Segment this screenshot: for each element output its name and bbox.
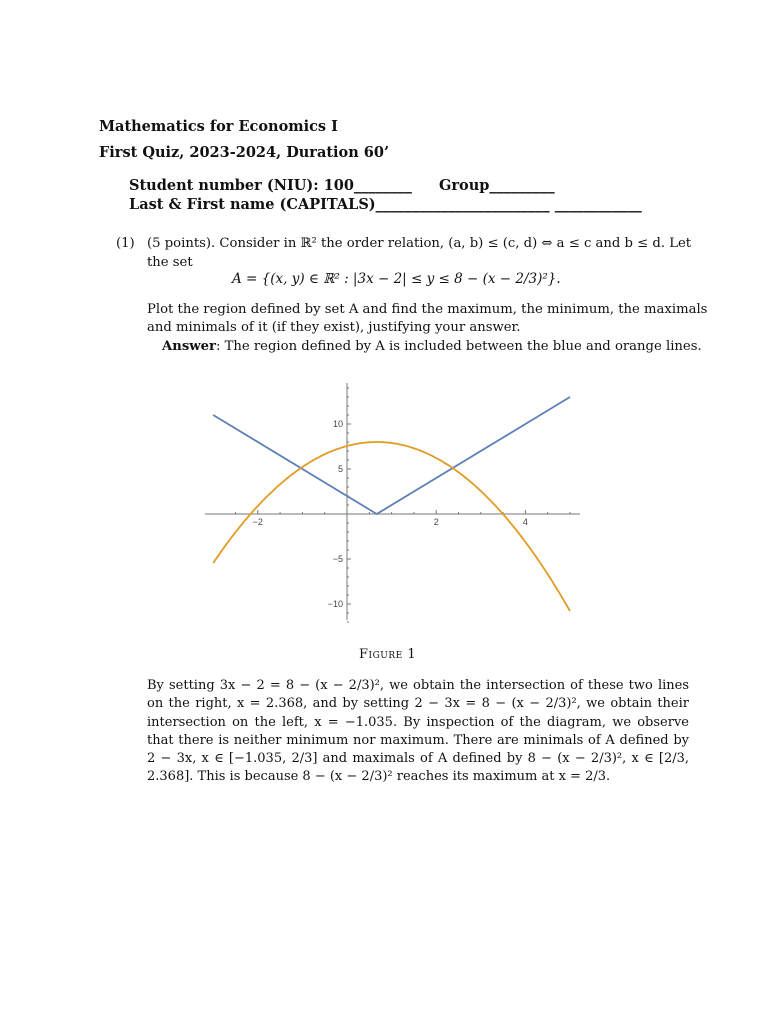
question-line-2: the set: [147, 255, 193, 270]
series-line-parabola: [213, 442, 570, 611]
question-line-1: (5 points). Consider in ℝ² the order relation, (a, b) ≤ (c, d) ⇔ a ≤ c and b ≤ d. Let: [147, 236, 692, 251]
x-tick-label: −2: [252, 517, 263, 527]
answer-label: Answer: [162, 339, 216, 354]
student-number-field: Student number (NIU): 100________: [129, 177, 412, 194]
figure-1-chart: [200, 375, 590, 625]
explanation-paragraph: By setting 3x − 2 = 8 − (x − 2/3)², we obtain the intersection of these two lines on the right, x = 2.368, and by setting 2 − 3x = 8 − (x − 2/3)², we obtain their intersection on the left, x = −1.035. By inspection of the diagram, we observe that there is neither minimum nor maximum. There are minimals of A defined by 2 − 3x, x ∈ [−1.035, 2/3] and maximals of A defined by 8 − (x − 2/3)², x ∈ [2/3, 2.368]. This is because 8 − (x − 2/3)² reaches its maximum at x = 2/3.: [147, 678, 689, 785]
y-tick-label: 10: [332, 419, 343, 429]
figure-caption: Figure 1: [359, 647, 417, 662]
answer-line: [162, 338, 702, 357]
set-definition: A = {(x, y) ∈ ℝ² : |3x − 2| ≤ y ≤ 8 − (x − 2/3)²}.: [232, 271, 561, 287]
question-line-4: and minimals of it (if they exist), justifying your answer.: [147, 320, 521, 335]
x-tick-label: 2: [433, 517, 439, 527]
y-tick-label: −5: [332, 554, 343, 564]
question-line-3: Plot the region defined by set A and find the maximum, the minimum, the maximals: [147, 302, 708, 317]
course-title: Mathematics for Economics I: [99, 118, 338, 135]
name-field: Last & First name (CAPITALS)________________________ ____________: [129, 196, 642, 213]
group-field: Group_________: [439, 177, 555, 194]
y-tick-label: 5: [337, 464, 343, 474]
x-tick-label: 4: [522, 517, 528, 527]
quiz-title: First Quiz, 2023-2024, Duration 60’: [99, 144, 390, 161]
question-number: (1): [116, 236, 135, 251]
answer-text: : The region defined by A is included between the blue and orange lines.: [215, 339, 702, 354]
y-tick-label: −10: [327, 599, 343, 609]
